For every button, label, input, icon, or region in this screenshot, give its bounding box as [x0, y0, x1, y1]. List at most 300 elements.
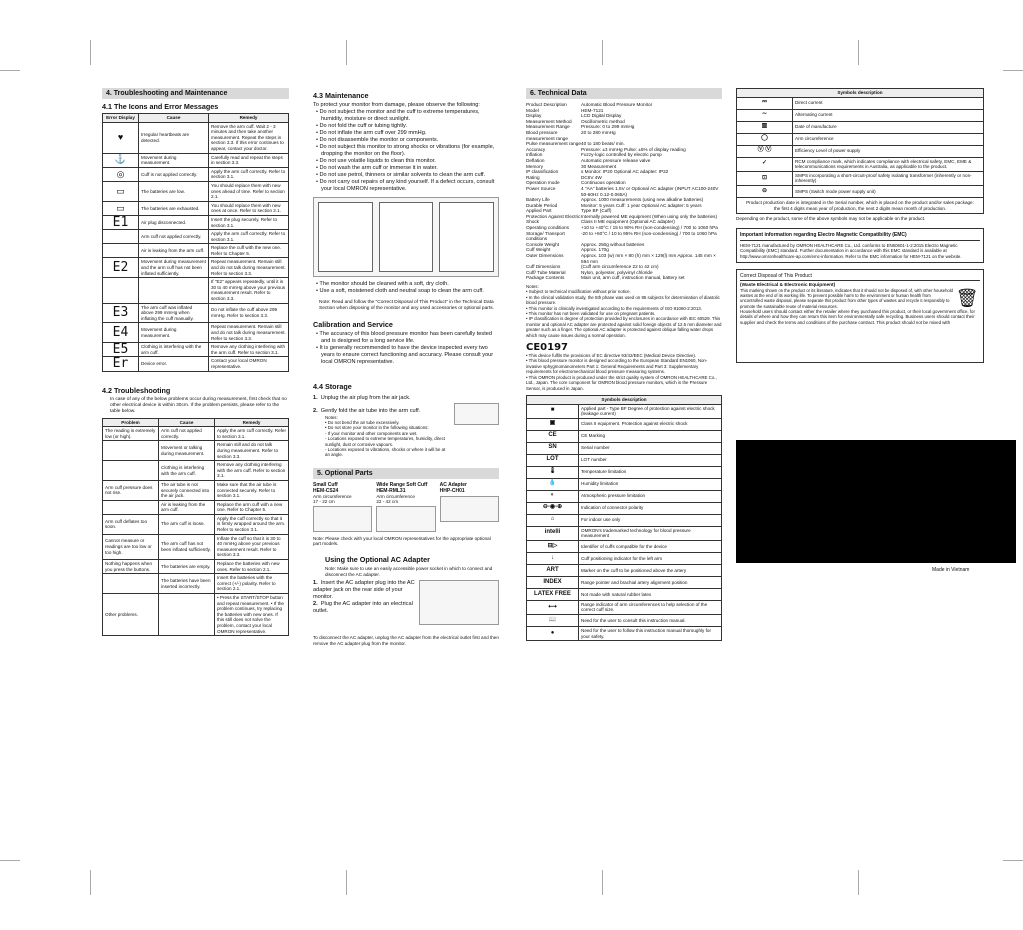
problem-cell — [103, 500, 159, 514]
spec-value: 20 to 280 mmHg — [581, 129, 616, 135]
spec-label: Storage/ Transport conditions — [526, 230, 565, 242]
symbol-row — [527, 600, 722, 614]
spec-label: Applied Part — [526, 208, 552, 214]
storage-illustration — [454, 403, 499, 425]
symbol-row — [527, 564, 722, 576]
symbol-desc: OMRON's trademarked technology for blood pressure measurement — [579, 526, 722, 540]
cause-cell: Clothing is interfering with the arm cuff. — [159, 461, 215, 481]
bullet-mark: • — [316, 158, 320, 164]
redacted-block — [736, 440, 1016, 563]
remedy-cell: You should replace them with new ones at once. Refer to section 2.1. — [209, 201, 289, 215]
spec-value: s Monitor: IP20 Optional AC adapter: IP22 — [581, 169, 669, 175]
spec-list — [526, 102, 722, 281]
spec-label: Operation mode — [526, 180, 560, 186]
error-icon: E1 — [103, 215, 139, 229]
spec-value: Approx. 1000 measurements (using new alkaline batteries) — [581, 197, 704, 203]
error-icon: E4 — [103, 323, 139, 343]
optional-part — [313, 482, 372, 532]
error-icon — [103, 278, 139, 303]
bullet-mark: • — [316, 130, 320, 136]
spec-label: Inflation — [526, 152, 543, 158]
symbol-icon: ⎓ — [737, 97, 793, 109]
symbol-row — [527, 442, 722, 454]
cleaning-list — [313, 281, 499, 295]
remedy-cell: Replace the cuff with the new one. Refer to Chapter 5. — [209, 244, 289, 258]
symbol-desc: Alternating current — [793, 109, 984, 121]
symbol-desc: Identifier of cuffs compatible for the device — [579, 540, 722, 552]
problem-cell: Arm cuff pressure does not rise. — [103, 480, 159, 500]
spec-value: Approx. 250g without batteries — [581, 241, 645, 247]
maintenance-note: Note: Read and follow the "Correct Disposal of This Product" in the Technical Data Section when disposing of the monitor and any used accessories or optional parts. — [319, 300, 494, 311]
bullet-text: It is generally recommended to have the device inspected every two years to ensure correct functioning and accuracy. Please consult your local OMRON representative. — [319, 344, 494, 365]
spec-label: Cuff Dimensions — [526, 264, 561, 270]
ac-title: Using the Optional AC Adapter — [325, 555, 430, 565]
symbol-row — [737, 121, 984, 133]
symbol-row — [737, 97, 984, 109]
bullet-item — [313, 331, 499, 345]
remedy-cell: Apply the arm cuff correctly. Refer to section 3.1. — [209, 230, 289, 244]
part-image — [376, 506, 435, 532]
symbol-row — [527, 588, 722, 600]
cause-cell: Device error. — [139, 357, 209, 371]
cause-cell: Movement or talking during measurement. — [159, 441, 215, 461]
bullet-mark: • — [316, 123, 320, 129]
col-header: Cause — [139, 114, 209, 123]
ce-mark: CE0197 — [526, 342, 569, 354]
calibration-title: Calibration and Service — [313, 319, 393, 329]
bullet-mark: • — [316, 165, 320, 171]
error-icon — [103, 244, 139, 258]
symbol-desc: Range indicator of arm circumferences to help selection of the correct cuff size. — [579, 600, 722, 614]
bullet-text: Do not inflate the arm cuff over 299 mmHg. — [319, 130, 427, 136]
symbol-icon: CE — [527, 430, 579, 442]
problem-cell: Cannot measure or readings are too low or too high. — [103, 534, 159, 559]
spec-label: Durable Period — [526, 202, 558, 208]
part-image — [440, 496, 499, 522]
part-label: Arm circumference — [313, 493, 352, 499]
cause-cell: The batteries are exhausted. — [139, 201, 209, 215]
disposal-box — [736, 269, 984, 363]
symbol-row — [527, 526, 722, 540]
remedy-cell: Repeat measurement. Remain still and do not talk during measurement. Refer to section 3.3. — [209, 323, 289, 343]
symbol-icon: 📖 — [527, 615, 579, 627]
symbol-icon: ART — [527, 564, 579, 576]
cause-cell: The arm cuff was inflated above 299 mmHg when inflating the cuff manually. — [139, 303, 209, 323]
disposal-text-2: Household users should contact either the retailer where they purchased this product, or their local government office, for details of where and how they can return this item for environmentally safe recycling. Business users should contact their supplier and check the terms and conditions of the purchase contract. This product should not be mixed with — [740, 308, 975, 325]
remedy-cell: You should replace them with new ones ahead of time. Refer to section 2.1. — [209, 181, 289, 201]
disposal-title: Correct Disposal of This Product — [740, 273, 980, 281]
spec-value: -20 to +60°C / 10 to 95% RH (non-condensing) / 700 to 1060 hPa — [581, 230, 717, 236]
part-range: 17 - 22 cm — [313, 498, 335, 504]
production-note: Product production date is integrated in the Serial number, which is placed on the product and/or sales package: the first 4 digits mean year of production, the next 2 digits mean month of production. — [737, 197, 984, 213]
symbol-desc: Atmospheric pressure limitation — [579, 490, 722, 502]
maintenance-intro: To protect your monitor from damage, please observe the following: — [313, 102, 480, 108]
spec-value: Continuous operation — [581, 180, 626, 186]
spec-label: Console Weight — [526, 241, 560, 247]
bullet-text: Do not subject this monitor to strong shocks or vibrations (for example, dropping the monitor on the floor). — [319, 144, 495, 157]
bullet-item — [313, 288, 499, 295]
optional-part — [440, 482, 499, 532]
spec-label: Measurement Range — [526, 124, 570, 130]
tech-notes: Notes: • Subject to technical modification without prior notice. • In the clinical validation study, the 5th phase was used on 85 subjects for determination of diastolic blood pressure. • This monitor is clinically investigated according to the requirements of ISO 81060-2:2013. • This monitor has not been validated for use on pregnant patients. • IP classification is degree of protection provided by enclosures in accordance with IEC 60529. This monitor and optional AC adapter are protected against solid foreign objects of 12.5 mm diameter and greater such as a finger. The optional AC adapter is protected against oblique falling water drops which may cause issues during a normal operation. — [526, 284, 722, 338]
cause-cell: Air is leaking from the arm cuff. — [159, 500, 215, 514]
remedy-cell: Carefully read and repeat the steps in section 3.3. — [209, 153, 289, 167]
bullet-text: The accuracy of this blood pressure monitor has been carefully tested and is designed for a long service life. — [319, 330, 492, 344]
symbol-row — [527, 540, 722, 552]
subsection-title: 4.1 The Icons and Error Messages — [102, 102, 219, 111]
spec-label: Package Contents — [526, 275, 565, 281]
symbol-icon: Ⓥ Ⓥ — [737, 145, 793, 157]
symbol-desc: Cuff positioning indicator for the left arm — [579, 552, 722, 564]
cause-cell: Air is leaking from the arm cuff. — [139, 244, 209, 258]
ac-step: 2. Plug the AC adapter into an electrical outlet. — [313, 601, 413, 615]
error-icon — [103, 230, 139, 244]
spec-label: Outer Dimensions — [526, 253, 564, 259]
remedy-cell: Remove any clothing interfering with the arm cuff. Refer to section 3.1. — [215, 461, 289, 481]
remedy-cell: Contact your local OMRON representative. — [209, 357, 289, 371]
col-header: Error Display — [103, 114, 139, 123]
part-label: Arm circumference — [376, 493, 415, 499]
cause-cell: Air plug disconnected. — [139, 215, 209, 229]
symbol-icon: ⌂ — [527, 514, 579, 526]
spec-value: (Cuff arm circumference 22 to 42 cm) — [581, 264, 659, 270]
spec-value: DC6V 4W — [581, 174, 602, 180]
subsection-title: 4.2 Troubleshooting — [102, 385, 171, 395]
bullet-item — [313, 123, 499, 130]
remedy-cell: Do not inflate the cuff above 299 mmHg. Refer to section 3.3. — [209, 303, 289, 323]
emc-box — [736, 228, 984, 263]
bullet-text: Do not fold the cuff or tubing tightly. — [319, 123, 407, 129]
spec-label: Model — [526, 107, 539, 113]
problem-cell: Arm cuff deflates too soon. — [103, 514, 159, 534]
spec-value: HEM-7121 — [581, 107, 604, 113]
bullet-mark: • — [316, 109, 320, 115]
error-icon: ▭ — [103, 201, 139, 215]
error-icon: ◎ — [103, 167, 139, 181]
remedy-cell: Apply the cuff correctly so that it is firmly wrapped around the arm. Refer to section 3.1. — [215, 514, 289, 534]
cause-cell: The arm cuff has not been inflated sufficiently. — [159, 534, 215, 559]
remedy-cell: Replace the arm cuff with a new one. Refer to Chapter 5. — [215, 500, 289, 514]
error-icon: ⚓ — [103, 153, 139, 167]
cause-cell — [159, 594, 215, 636]
bullet-text: Do not wash the arm cuff or immerse it in water. — [319, 165, 438, 171]
symbol-icon: ✓ — [737, 157, 793, 171]
spec-label: Display — [526, 113, 542, 119]
bullet-text: Do not use volatile liquids to clean this monitor. — [319, 158, 436, 164]
symbol-row — [527, 490, 722, 502]
symbol-icon: ▥ — [737, 121, 793, 133]
bullet-item — [313, 345, 499, 366]
symbol-row — [737, 171, 984, 185]
spec-value: Pressure: ±3 mmHg Pulse: ±5% of display reading — [581, 146, 686, 152]
bullet-item — [313, 179, 499, 193]
spec-value: Type BF (Cuff) — [581, 208, 612, 214]
symbol-icon: ↓ — [527, 552, 579, 564]
symbol-row — [527, 466, 722, 478]
symbol-desc: Marker on the cuff to be positioned above the artery — [579, 564, 722, 576]
remedy-cell: Inflate the cuff so that it is 30 to 40 mmHg above your previous measurement result. Refer to section 3.3. — [215, 534, 289, 559]
part-name: Small Cuff — [313, 481, 338, 488]
symbol-row — [737, 185, 984, 197]
cause-cell: Movement during measurement. — [139, 153, 209, 167]
error-icon: ▭ — [103, 181, 139, 201]
symbol-icon: ⊡ — [737, 171, 793, 185]
symbols-table — [526, 395, 722, 641]
bullet-item — [313, 109, 499, 123]
spec-value: Internally powered ME equipment (When using only the batteries) Class II ME equipment (Optional AC adapter) — [581, 213, 718, 225]
symbol-desc: CE Marking — [579, 430, 722, 442]
storage-title: 4.4 Storage — [313, 381, 352, 391]
error-icon: E5 — [103, 343, 139, 357]
spec-label: IP classification — [526, 169, 559, 175]
optional-parts-note: Note: Please check with your local OMRON representatives for the appropriate optional part models. — [313, 535, 491, 547]
symbol-icon: ◯ — [737, 133, 793, 145]
error-icon: E3 — [103, 303, 139, 323]
symbol-desc: SMPS (Switch mode power supply unit) — [793, 185, 984, 197]
bullet-text: Do not use petrol, thinners or similar solvents to clean the arm cuff. — [319, 172, 486, 178]
spec-label: Accuracy — [526, 146, 546, 152]
remedy-cell: Remove any clothing interfering with the arm cuff. Refer to section 3.1. — [209, 343, 289, 357]
symbol-icon: ● — [527, 627, 579, 641]
spec-label: Blood pressure measurement range — [526, 129, 568, 141]
cause-cell: The batteries are empty. — [159, 560, 215, 574]
symbol-row — [527, 627, 722, 641]
spec-label: Operating conditions — [526, 225, 569, 231]
col-header: Remedy — [209, 114, 289, 123]
symbol-desc: For indoor use only — [579, 514, 722, 526]
part-image — [313, 506, 372, 532]
cause-cell — [139, 278, 209, 303]
spec-label: Protection Against Electric Shock — [526, 213, 581, 225]
made-in: Made in Vietnam — [932, 567, 970, 573]
problem-cell: Other problems. — [103, 594, 159, 636]
optional-part — [376, 482, 435, 532]
part-range: 22 - 42 cm — [376, 498, 399, 504]
storage-step: 2. Gently fold the air tube into the arm cuff. — [313, 407, 421, 414]
problem-cell: The reading is extremely low (or high). — [103, 427, 159, 441]
spec-value: 30 Measurement — [581, 163, 617, 169]
weee-bin-icon: 🗑 — [955, 287, 979, 308]
bullet-text: The monitor should be cleaned with a soft, dry cloth. — [319, 281, 449, 287]
remedy-cell: Apply the arm cuff correctly. Refer to section 3.1. — [215, 427, 289, 441]
bullet-text: Use a soft, moistened cloth and neutral soap to clean the arm cuff. — [319, 288, 484, 294]
part-model: HHP-CH01 — [439, 487, 465, 494]
remedy-cell: Remove the arm cuff. Wait 2 - 3 minutes and then take another measurement. Repeat the steps in section 3.3. If this error continues to appear, contact your doctor. — [209, 122, 289, 153]
problem-cell — [103, 574, 159, 594]
symbol-icon: INDEX — [527, 576, 579, 588]
cause-cell: The arm cuff is loose. — [159, 514, 215, 534]
symbol-desc: Need for the user to follow this instruction manual thoroughly for your safety. — [579, 627, 722, 641]
symbol-icon: LATEX FREE — [527, 588, 579, 600]
symbol-desc: Indication of connector polarity — [579, 502, 722, 514]
problem-cell — [103, 441, 159, 461]
maintenance-list — [313, 109, 499, 193]
spec-value: Fuzzy-logic controlled by electric pump — [581, 152, 662, 158]
symbol-icon: ◐ — [527, 490, 579, 502]
spec-label: Memory — [526, 163, 543, 169]
bullet-text: Do not carry out repairs of any kind yourself. If a defect occurs, consult your local OMRON representative. — [319, 179, 495, 192]
bullet-item — [313, 144, 499, 158]
symbol-desc: Class II equipment. Protection against electric shock — [579, 418, 722, 430]
bullet-mark: • — [316, 172, 320, 178]
spec-label: Product Description — [526, 102, 567, 107]
spec-value: Main unit, arm cuff, instruction manual, battery set — [581, 275, 685, 281]
bullet-mark: • — [316, 344, 320, 351]
part-name: AC Adapter — [439, 481, 467, 488]
symbol-desc: SMPS incorporating a short-circuit-proof safety isolating transformer (inherently or non-inherently) — [793, 171, 984, 185]
error-icon: E2 — [103, 258, 139, 278]
symbol-row — [737, 133, 984, 145]
cuff-drawing — [379, 202, 434, 272]
cause-cell: The air tube is not securely connected into the air jack. — [159, 480, 215, 500]
col-header: Remedy — [215, 418, 289, 427]
cause-cell: Cuff is not applied correctly. — [139, 167, 209, 181]
remedy-cell: Insert the plug securely. Refer to section 3.1. — [209, 215, 289, 229]
symbols-note: Depending on the product, some of the above symbols may not be applicable on the product. — [736, 216, 926, 222]
maintenance-illustration — [313, 197, 499, 277]
symbol-desc: Applied part - Type BF Degree of protection against electric shock (leakage current) — [579, 404, 722, 418]
cause-cell: The batteries have been inserted incorrectly. — [159, 574, 215, 594]
symbol-icon: ⊝ — [737, 185, 793, 197]
storage-notes: Notes: • Do not bend the air tube excessively. • Do not store your monitor in the following situations: - If your monitor and other components are wet. - Locations exposed to extreme temperatures, humidity, direct sunlight, dust or corrosive vapours. - Locations exposed to vibrations, shocks or where it will be at an angle. — [325, 414, 446, 458]
bullet-mark: • — [316, 330, 320, 337]
spec-value: Pressure: 0 to 299 mmHg — [581, 124, 635, 130]
remedy-cell: Make sure that the air tube is connected securely. Refer to section 3.1. — [215, 480, 289, 500]
emc-title: Important information regarding Electro Magnetic Compatibility (EMC) — [740, 232, 980, 241]
symbol-icon: ▣ — [527, 418, 579, 430]
part-model: HEM-RML31 — [376, 487, 406, 494]
symbol-desc: Not made with natural rubber latex — [579, 588, 722, 600]
symbol-row — [737, 145, 984, 157]
cause-cell: The batteries are low. — [139, 181, 209, 201]
col-header: Cause — [159, 418, 215, 427]
symbol-desc: Range pointer and brachial artery alignment position — [579, 576, 722, 588]
spec-value: +10 to +40°C / 15 to 90% RH (non-condensing) / 700 to 1060 hPa — [581, 225, 718, 231]
symbol-row — [527, 454, 722, 466]
bullet-mark: • — [316, 281, 320, 287]
cause-cell: Clothing is interfering with the arm cuff. — [139, 343, 209, 357]
intro-text: In case of any of the below problems occur during measurement, first check that no other electrical device is within 30cm. If the problem persists, please refer to the table below. — [110, 396, 287, 414]
bullet-mark: • — [316, 179, 320, 185]
spec-label: Power Source — [526, 185, 556, 191]
symbols-table — [736, 88, 984, 214]
spec-value: Approx. 170g — [581, 247, 609, 253]
symbol-icon: 💧 — [527, 478, 579, 490]
symbol-icon: ∼ — [737, 109, 793, 121]
spec-label: Cuff/ Tube Material — [526, 269, 566, 275]
bullet-mark: • — [316, 144, 320, 150]
bullet-item — [313, 172, 499, 179]
symbol-row — [527, 576, 722, 588]
cause-cell: Arm cuff not applied correctly. — [139, 230, 209, 244]
bullet-item — [313, 165, 499, 172]
symbol-desc: Humidity limitation — [579, 478, 722, 490]
page-technical-data — [512, 0, 767, 930]
cause-cell: Arm cuff not applied correctly. — [159, 427, 215, 441]
symbol-icon: ⟷ — [527, 600, 579, 614]
symbol-desc: Date of manufacture — [793, 121, 984, 133]
symbol-icon: SN — [527, 442, 579, 454]
symbol-row — [527, 404, 722, 418]
ac-note: Note: Make sure to use an easily accessible power socket in which to connect and disconnect the AC adapter. — [325, 566, 493, 577]
spec-value: 4 "AA" batteries 1.5V or Optional AC adapter (INPUT AC100-240V 50-60Hz 0.12-0.065A) — [581, 185, 719, 197]
col-header: Problem — [103, 418, 159, 427]
remedy-cell: If "E2" appears repeatedly, until it is 30 to 40 mmHg above your previous measurement result. Refer to section 3.3. — [209, 278, 289, 303]
remedy-cell: Repeat measurement. Remain still and do not talk during measurement. Refer to section 3.3. — [209, 258, 289, 278]
bullet-text: Do not subject the monitor and the cuff to extreme temperatures, humidity, moisture or direct sunlight. — [319, 109, 480, 122]
symbol-icon: 🌡 — [527, 466, 579, 478]
symbol-row — [527, 514, 722, 526]
bullet-item — [313, 130, 499, 137]
spec-value: Oscillometric method — [581, 118, 625, 124]
spec-label: Battery Life — [526, 197, 550, 203]
bullet-mark: • — [316, 137, 320, 143]
symbol-row — [527, 418, 722, 430]
spec-label: Measurement Method — [526, 118, 572, 124]
bullet-item — [313, 281, 499, 288]
optional-parts-title: 5. Optional Parts — [313, 468, 499, 479]
symbols-header: Symbols description — [527, 395, 722, 404]
symbol-desc: LOT number — [579, 454, 722, 466]
technical-data-title: 6. Technical Data — [526, 88, 722, 99]
spec-label: Deflation — [526, 157, 545, 163]
symbol-row — [527, 615, 722, 627]
problem-cell — [103, 461, 159, 481]
storage-step: 1. Unplug the air plug from the air jack. — [313, 394, 411, 401]
spec-value: LCD Digital Display — [581, 113, 622, 119]
spec-label: Pulse measurement range — [526, 141, 581, 147]
spec-value: Nylon, polyester, polyvinyl chloride — [581, 269, 653, 275]
section-title: 4. Troubleshooting and Maintenance — [102, 88, 289, 99]
symbol-desc: Temperature limitation — [579, 466, 722, 478]
symbol-row — [527, 502, 722, 514]
calibration-list — [313, 331, 499, 366]
remedy-cell: Remain still and do not talk during measurement. Refer to section 3.3. — [215, 441, 289, 461]
ac-disconnect-text: To disconnect the AC adapter, unplug the AC adapter from the electrical outlet first and then remove the AC adapter plug from the monitor. — [313, 635, 499, 646]
remedy-cell: Replace the batteries with new ones. Refer to section 2.1. — [215, 560, 289, 574]
symbol-row — [527, 552, 722, 564]
remedy-cell: Apply the arm cuff correctly. Refer to section 3.1. — [209, 167, 289, 181]
symbol-icon: LOT — [527, 454, 579, 466]
water-drawing — [439, 202, 494, 272]
bullet-text: Do not disassemble the monitor or components. — [319, 137, 439, 143]
symbol-icon: ⊟▷ — [527, 540, 579, 552]
spec-value: Approx. 103 (w) mm × 80 (h) mm × 129(l) mm Approx. 145 mm × 594 mm — [581, 253, 716, 264]
cause-cell: Movement during measurement and the arm cuff has not been inflated sufficiently. — [139, 258, 209, 278]
monitor-drawing — [318, 202, 373, 272]
page-maintenance — [256, 0, 511, 930]
ac-adapter-illustration — [419, 580, 499, 625]
cause-cell: Irregular heartbeats are detected. — [139, 122, 209, 153]
symbol-desc: Direct current — [793, 97, 984, 109]
bullet-item — [313, 158, 499, 165]
disposal-subtitle: (Waste Electrical & Electronic Equipment) — [740, 282, 836, 288]
spec-value: Monitor: 5 years Cuff: 1 year Optional AC adapter: 5 years — [581, 202, 702, 208]
symbol-row — [737, 157, 984, 171]
symbol-row — [527, 430, 722, 442]
spec-label: Rating — [526, 174, 540, 180]
bullet-mark: • — [316, 288, 320, 294]
symbol-desc: Efficiency Level of power supply — [793, 145, 984, 157]
emc-text: HEM-7121 manufactured by OMRON HEALTHCARE Co., Ltd. conforms to EN60601-1-2:2015 Electro Magnetic Compatibility (EMC) standard. Further documentation in accordance with this EMC standard is available at http://www.omronhealthcare-ap.com/emc-information. Refer to the EMC information for HEM-7121 on the website. — [740, 242, 962, 259]
problem-cell: Nothing happens when you press the buttons. — [103, 560, 159, 574]
symbol-desc: Serial number — [579, 442, 722, 454]
error-icon: Er — [103, 357, 139, 371]
disposal-text: This marking shown on the product or its literature, indicates that it should not be disposed of, with other household wastes at the end of its working life. To prevent possible harm to the environment or human health from uncontrolled waste disposal, please separate this product from other types of wastes and recycle it responsibly to promote the sustainable reuse of material resources. — [740, 287, 953, 309]
bullet-item — [313, 137, 499, 144]
spec-value: 40 to 180 beats/ min. — [581, 141, 625, 147]
ac-step: 1. Insert the AC adapter plug into the AC adapter jack on the rear side of your monitor. — [313, 580, 415, 601]
